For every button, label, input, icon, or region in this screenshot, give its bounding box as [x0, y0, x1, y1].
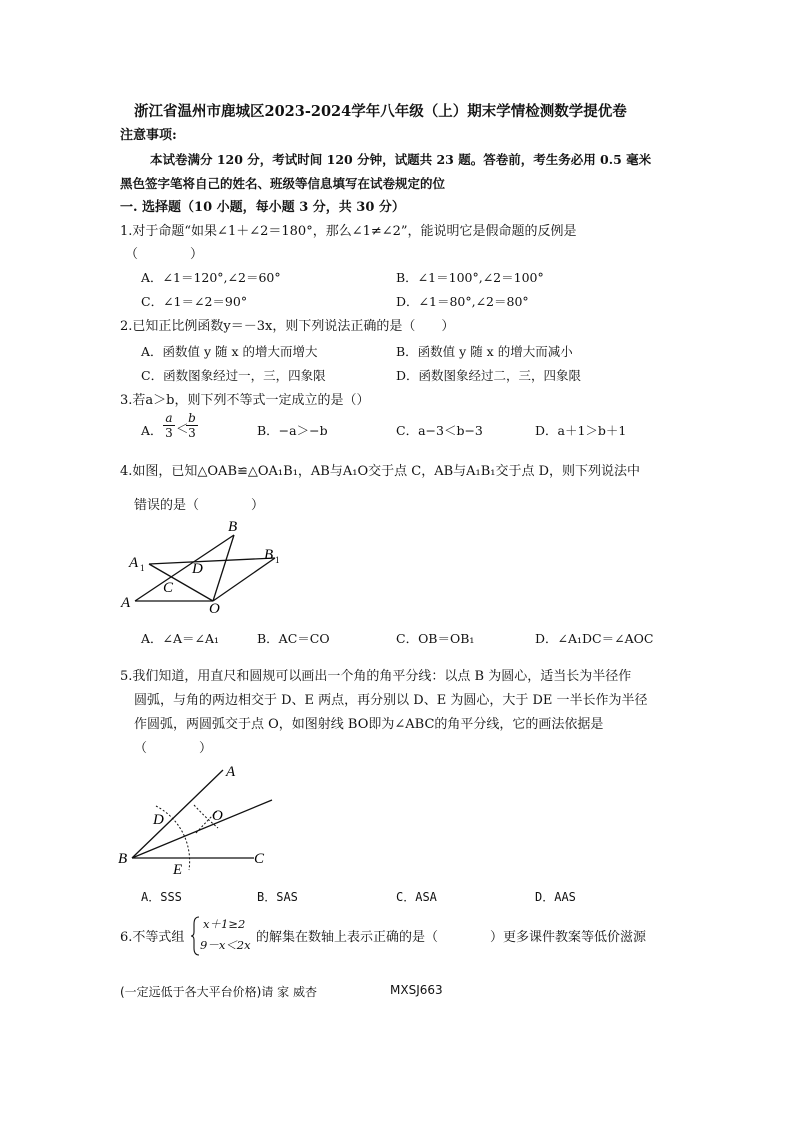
q4-option-c: C．OB＝OB₁ — [396, 631, 475, 646]
q3-option-c: C．a−3＜b−3 — [396, 423, 483, 438]
q5-option-a: A．SSS — [141, 890, 182, 904]
q5-label-a: A — [226, 764, 236, 780]
notice-line-1: 本试卷满分 120 分，考试时间 120 分钟，试题共 23 题。答卷前，考生务必用 0.5 毫米 — [150, 152, 652, 167]
q4-label-d: D — [192, 561, 203, 577]
q5-answer-paren: （ ） — [134, 741, 213, 756]
q5-stem-3: 作圆弧，两圆弧交于点 O，如图射线 BO即为∠ABC的角平分线，它的画法依据是 — [134, 717, 604, 732]
q4-segment-a1b1 — [149, 558, 275, 564]
q5-label-c: C — [254, 851, 265, 867]
q3-option-a — [141, 422, 163, 440]
q3-option-d: D．a＋1＞b＋1 — [535, 423, 627, 438]
q4-label-a1-sub: 1 — [140, 563, 145, 573]
q4-segment-ab — [135, 535, 234, 601]
q3-fraction-a — [163, 411, 175, 440]
q3-less-than: ＜ — [176, 421, 189, 436]
q5-label-b: B — [118, 851, 128, 867]
notice-heading: 注意事项: — [120, 128, 177, 143]
q5-label-d: D — [153, 812, 164, 828]
footer-code: MXSJ663 — [390, 983, 443, 997]
q3-fraction-a-den: 3 — [165, 426, 173, 440]
q4-option-b: B．AC＝CO — [257, 631, 330, 646]
q4-segment-ob — [213, 535, 234, 601]
q4-option-d: D．∠A₁DC＝∠AOC — [535, 631, 654, 646]
q1-option-c: C．∠1＝∠2＝90° — [141, 294, 248, 309]
q2-stem: 2.已知正比例函数y＝－3x，则下列说法正确的是（ ） — [120, 319, 455, 334]
q5-option-c: C．ASA — [396, 890, 437, 904]
q1-option-d: D．∠1＝80°,∠2＝80° — [396, 294, 529, 309]
q4-label-a1: A — [129, 555, 139, 571]
q5-stem-2: 圆弧，与角的两边相交于 D、E 两点，再分别以 D、E 为圆心，大于 DE 一半长作为半径 — [134, 693, 648, 708]
q5-stem: 5.我们知道，用直尺和圆规可以画出一个角的角平分线：以点 B 为圆心，适当长为半径作 — [120, 669, 632, 684]
q3-fraction-b-den: 3 — [188, 426, 196, 440]
q3-option-b: B．−a＞−b — [257, 423, 328, 438]
q4-stem-2: 错误的是（ ） — [134, 498, 265, 513]
q1-option-a: A．∠1＝120°,∠2＝60° — [141, 270, 281, 285]
q6-inequality-1: x＋1≥2 — [203, 917, 246, 931]
section-heading: 一. 选择题（10 小题，每小题 3 分，共 30 分） — [120, 200, 405, 215]
q2-option-a: A．函数值 y 随 x 的增大而增大 — [141, 344, 318, 359]
q4-stem: 4.如图，已知△OAB≌△OA₁B₁，AB与A₁O交于点 C，AB与A₁B₁交于点 D，则下列说法中 — [120, 464, 641, 479]
q4-label-a: A — [121, 595, 131, 611]
q2-option-d: D．函数图象经过二，三，四象限 — [396, 368, 582, 383]
q4-label-c: C — [163, 580, 174, 596]
q4-label-b: B — [228, 519, 238, 535]
q5-label-o: O — [212, 808, 223, 824]
q4-figure — [115, 515, 295, 620]
q6-prefix: 6.不等式组 — [120, 930, 185, 945]
q5-ray-ba — [132, 770, 223, 858]
q4-label-b1: B — [264, 547, 274, 563]
q1-stem: 1.对于命题“如果∠1＋∠2＝180°，那么∠1≠∠2”，能说明它是假命题的反例是 — [120, 224, 577, 239]
q1-option-b: B．∠1＝100°,∠2＝100° — [396, 270, 544, 285]
q5-option-d: D．AAS — [535, 890, 576, 904]
q6-inequality-2: 9－x＜2x — [200, 938, 251, 952]
q3-fraction-b — [186, 411, 198, 440]
q3-stem: 3.若a＞b，则下列不等式一定成立的是（） — [120, 393, 370, 408]
notice-line-2: 黑色签字笔将自己的姓名、班级等信息填写在试卷规定的位 — [120, 176, 446, 191]
q1-answer-paren: （ ） — [125, 247, 204, 262]
q4-segment-a1o — [149, 564, 213, 601]
q5-label-e: E — [173, 862, 183, 878]
q4-segment-ob1 — [213, 558, 275, 601]
q5-ray-bo — [132, 800, 272, 858]
q4-option-a: A．∠A＝∠A₁ — [141, 631, 220, 646]
q4-label-b1-sub: 1 — [275, 555, 280, 565]
exam-title: 浙江省温州市鹿城区2023-2024学年八年级（上）期末学情检测数学提优卷 — [134, 103, 627, 120]
q5-option-b: B．SAS — [257, 890, 298, 904]
q3-fraction-a-num: a — [163, 411, 175, 426]
q3-option-a-label: A． — [141, 423, 163, 438]
q3-fraction-b-num: b — [186, 411, 198, 426]
q4-label-o: O — [209, 601, 220, 617]
q5-figure — [112, 758, 287, 883]
q2-option-b: B．函数值 y 随 x 的增大而减小 — [396, 344, 573, 359]
q2-option-c: C．函数图象经过一，三，四象限 — [141, 368, 326, 383]
q6-suffix: 的解集在数轴上表示正确的是（ ）更多课件教案等低价滋源 — [256, 930, 647, 945]
footer-text: (一定远低于各大平台价格)请 家 威杏 — [120, 985, 317, 999]
